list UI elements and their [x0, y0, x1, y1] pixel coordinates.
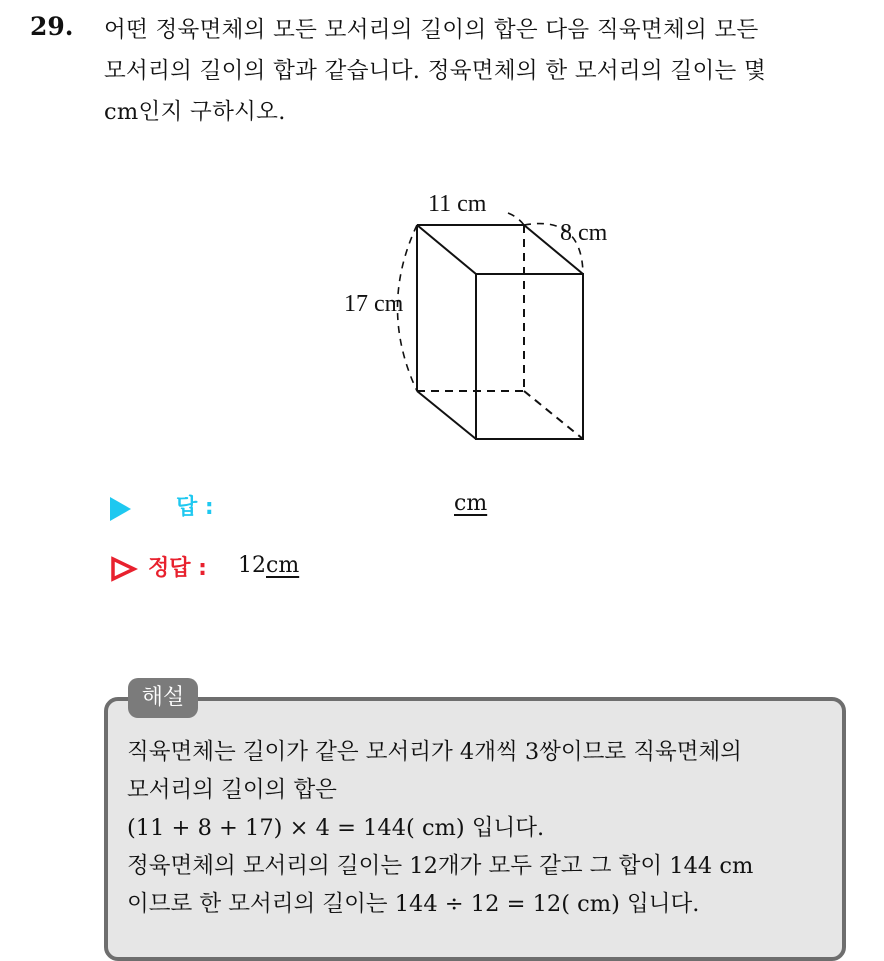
outline-triangle-icon [110, 556, 138, 582]
question-line: cm인지 구하시오. [104, 99, 286, 125]
answer-row [108, 488, 608, 528]
width-dimension-arc [508, 213, 524, 225]
explanation-line: (11 + 8 + 17) × 4 = 144( cm) 입니다. [127, 815, 545, 841]
cuboid-edge [417, 391, 476, 439]
explanation-tab: 해설 [128, 678, 198, 718]
correct-answer-label: 정답 : [148, 556, 207, 581]
correct-answer-number: 12 [238, 553, 266, 578]
question-number: 29. [30, 12, 74, 41]
explanation-line: 직육면체는 길이가 같은 모서리가 4개씩 3쌍이므로 직육면체의 [127, 739, 742, 765]
explanation-line: 정육면체의 모서리의 길이는 12개가 모두 같고 그 합이 144 cm [127, 853, 754, 879]
question-text [104, 10, 869, 133]
cuboid-hidden-edge [524, 391, 583, 439]
cuboid-edge [417, 225, 476, 274]
cuboid-figure [330, 185, 630, 460]
correct-answer-unit: cm [266, 553, 300, 578]
explanation-line: 모서리의 길이의 합은 [127, 777, 337, 803]
depth-label: 8 cm [560, 220, 608, 246]
explanation-line: 이므로 한 모서리의 길이는 144 ÷ 12 = 12( cm) 입니다. [127, 891, 700, 917]
explanation-text [127, 733, 827, 923]
answer-label: 답 : [176, 495, 214, 520]
question-line: 모서리의 길이의 합과 같습니다. 정육면체의 한 모서리의 길이는 몇 [104, 58, 767, 84]
answer-unit: cm [454, 491, 488, 516]
width-label: 11 cm [428, 191, 487, 217]
question-line: 어떤 정육면체의 모든 모서리의 길이의 합은 다음 직육면체의 모든 [104, 17, 759, 43]
correct-answer-row [108, 549, 608, 589]
height-label: 17 cm [344, 291, 404, 317]
correct-answer-value [238, 553, 299, 578]
play-triangle-icon [110, 497, 131, 521]
cuboid-front-face [476, 274, 583, 439]
